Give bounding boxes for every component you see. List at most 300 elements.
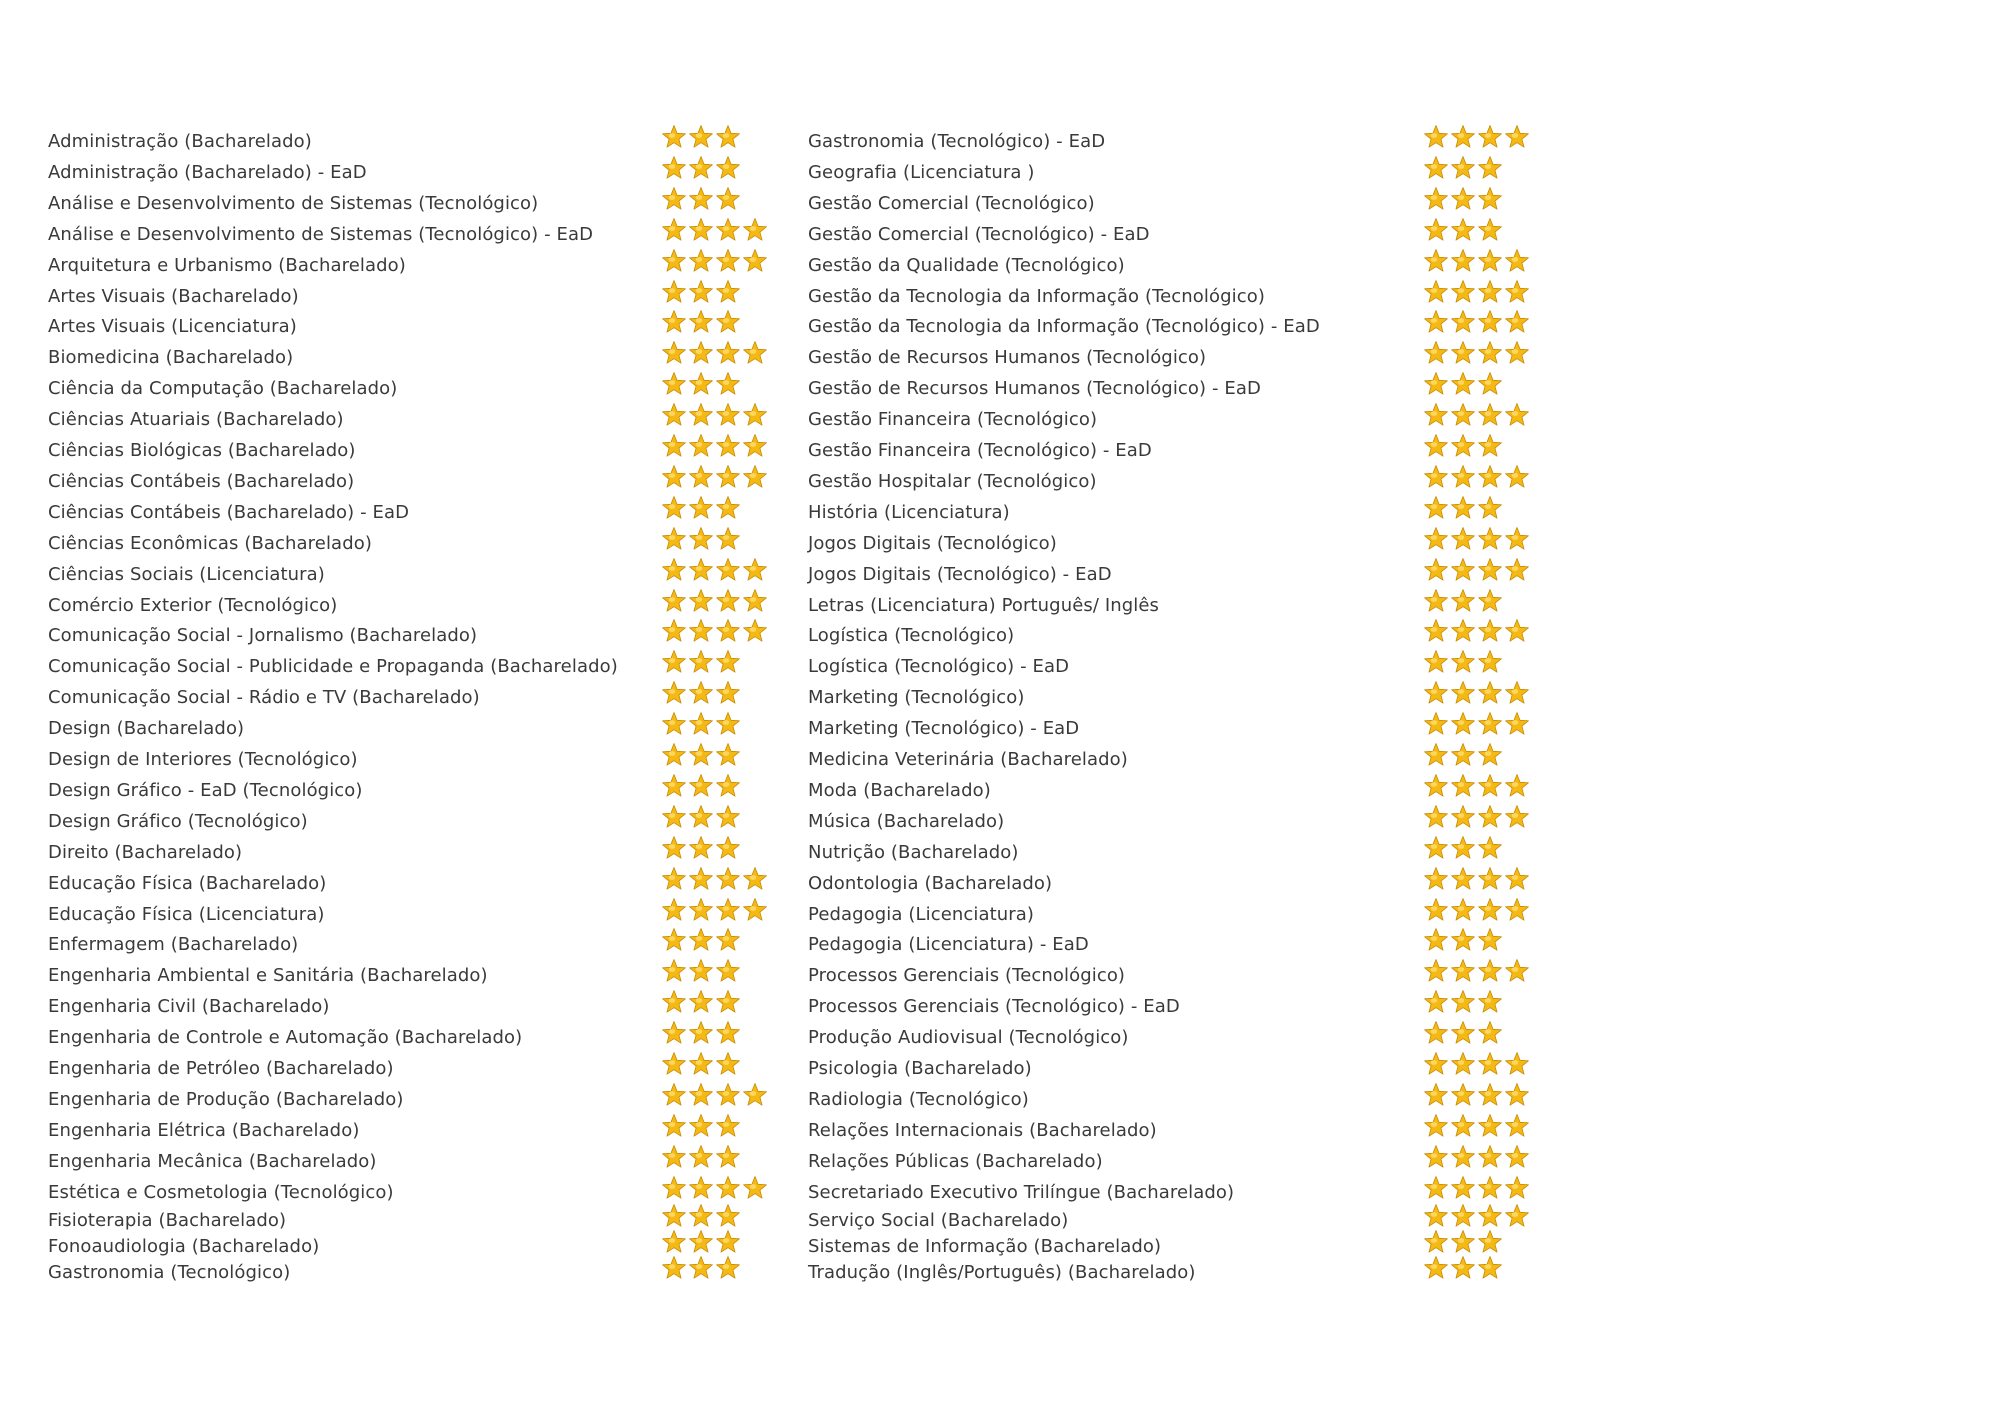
star-rating <box>1423 989 1504 1015</box>
star-rating <box>1423 927 1504 953</box>
course-name: Gestão da Qualidade (Tecnológico) <box>808 254 1125 276</box>
star-icon <box>1450 711 1476 737</box>
star-icon <box>688 711 714 737</box>
course-name: História (Licenciatura) <box>808 501 1010 523</box>
star-icon <box>1450 1051 1476 1077</box>
star-icon <box>1450 588 1476 614</box>
course-name: Pedagogia (Licenciatura) - EaD <box>808 934 1089 956</box>
star-icon <box>1477 588 1503 614</box>
star-icon <box>1504 773 1530 799</box>
star-icon <box>1450 1229 1476 1255</box>
star-rating <box>1423 588 1504 614</box>
star-icon <box>688 1113 714 1139</box>
star-icon <box>715 557 741 583</box>
star-icon <box>688 1175 714 1201</box>
star-rating <box>1423 804 1531 830</box>
course-name: Gastronomia (Tecnológico) - EaD <box>808 131 1106 152</box>
star-icon <box>1450 526 1476 552</box>
star-rating <box>1423 495 1504 521</box>
course-name: Engenharia Mecânica (Bacharelado) <box>48 1150 377 1172</box>
star-icon <box>1423 1144 1449 1170</box>
star-icon <box>661 618 687 644</box>
star-icon <box>715 649 741 675</box>
star-icon <box>661 588 687 614</box>
star-rating <box>1423 618 1531 644</box>
star-icon <box>715 1255 741 1281</box>
star-icon <box>688 958 714 984</box>
course-name: Engenharia Elétrica (Bacharelado) <box>48 1119 360 1141</box>
star-icon <box>688 588 714 614</box>
star-icon <box>1504 958 1530 984</box>
star-icon <box>715 1229 741 1255</box>
star-icon <box>688 1203 714 1229</box>
course-name: Fonoaudiologia (Bacharelado) <box>48 1235 320 1257</box>
star-icon <box>688 1229 714 1255</box>
star-icon <box>688 804 714 830</box>
star-icon <box>1477 927 1503 953</box>
course-name: Ciências Econômicas (Bacharelado) <box>48 532 372 554</box>
star-icon <box>742 464 768 490</box>
star-icon <box>1423 835 1449 861</box>
star-icon <box>1450 835 1476 861</box>
star-icon <box>715 309 741 335</box>
star-icon <box>715 835 741 861</box>
star-icon <box>1423 1051 1449 1077</box>
star-icon <box>1477 557 1503 583</box>
star-icon <box>742 557 768 583</box>
star-icon <box>1450 402 1476 428</box>
star-icon <box>1477 371 1503 397</box>
star-icon <box>1450 773 1476 799</box>
star-icon <box>661 1020 687 1046</box>
course-name: Artes Visuais (Bacharelado) <box>48 285 299 307</box>
course-name: Ciência da Computação (Bacharelado) <box>48 378 398 400</box>
star-rating <box>1423 1229 1504 1255</box>
course-name: Comunicação Social - Publicidade e Propaganda (Bacharelado) <box>48 656 618 678</box>
star-icon <box>1423 866 1449 892</box>
star-icon <box>688 248 714 274</box>
star-icon <box>688 680 714 706</box>
course-name: Gastronomia (Tecnológico) <box>48 1261 291 1283</box>
course-name: Engenharia de Controle e Automação (Bacharelado) <box>48 1027 523 1049</box>
star-icon <box>661 1255 687 1281</box>
star-icon <box>742 402 768 428</box>
star-icon <box>715 588 741 614</box>
course-name: Sistemas de Informação (Bacharelado) <box>808 1235 1162 1257</box>
course-name: Gestão Hospitalar (Tecnológico) <box>808 470 1097 492</box>
star-icon <box>1477 1203 1503 1229</box>
star-rating <box>1423 1175 1531 1201</box>
star-rating <box>661 866 769 892</box>
star-icon <box>1477 711 1503 737</box>
star-rating <box>661 588 769 614</box>
star-icon <box>1450 186 1476 212</box>
star-icon <box>1423 1020 1449 1046</box>
course-name: Arquitetura e Urbanismo (Bacharelado) <box>48 254 406 276</box>
star-icon <box>715 340 741 366</box>
course-name: Direito (Bacharelado) <box>48 841 243 863</box>
star-icon <box>1504 1113 1530 1139</box>
star-icon <box>1477 1175 1503 1201</box>
star-icon <box>1477 217 1503 243</box>
star-icon <box>715 1144 741 1170</box>
star-icon <box>661 248 687 274</box>
star-icon <box>688 371 714 397</box>
course-name: Comunicação Social - Rádio e TV (Bacharelado) <box>48 687 480 709</box>
course-name: Design de Interiores (Tecnológico) <box>48 749 358 770</box>
star-icon <box>742 217 768 243</box>
star-icon <box>715 186 741 212</box>
star-rating <box>661 124 742 150</box>
star-rating <box>661 989 742 1015</box>
star-rating <box>1423 866 1531 892</box>
star-rating <box>661 773 742 799</box>
star-rating <box>1423 371 1504 397</box>
star-icon <box>688 618 714 644</box>
star-rating <box>661 155 742 181</box>
star-rating <box>1423 649 1504 675</box>
star-icon <box>1423 1082 1449 1108</box>
star-icon <box>715 1020 741 1046</box>
star-icon <box>1477 124 1503 150</box>
star-icon <box>1423 1113 1449 1139</box>
star-icon <box>1477 309 1503 335</box>
star-icon <box>661 773 687 799</box>
star-rating <box>661 1255 742 1281</box>
star-icon <box>715 433 741 459</box>
star-icon <box>1450 279 1476 305</box>
star-icon <box>1423 464 1449 490</box>
star-icon <box>1504 804 1530 830</box>
star-icon <box>1477 340 1503 366</box>
star-icon <box>1450 1082 1476 1108</box>
star-icon <box>688 217 714 243</box>
star-icon <box>1450 557 1476 583</box>
star-icon <box>1477 155 1503 181</box>
course-name: Educação Física (Licenciatura) <box>48 903 325 925</box>
star-icon <box>742 866 768 892</box>
star-icon <box>1477 248 1503 274</box>
star-icon <box>661 742 687 768</box>
star-icon <box>1504 124 1530 150</box>
star-icon <box>1423 557 1449 583</box>
star-rating <box>661 618 769 644</box>
star-icon <box>1477 773 1503 799</box>
star-rating <box>1423 680 1531 706</box>
star-rating <box>1423 248 1531 274</box>
star-icon <box>661 897 687 923</box>
course-name: Psicologia (Bacharelado) <box>808 1058 1032 1079</box>
star-icon <box>688 124 714 150</box>
course-name: Gestão da Tecnologia da Informação (Tecnológico) - EaD <box>808 316 1320 338</box>
star-icon <box>1450 989 1476 1015</box>
star-icon <box>1423 1229 1449 1255</box>
star-rating <box>661 835 742 861</box>
course-name: Ciências Contábeis (Bacharelado) - EaD <box>48 501 410 523</box>
star-icon <box>661 186 687 212</box>
star-icon <box>1477 618 1503 644</box>
star-icon <box>1477 835 1503 861</box>
star-icon <box>1450 1144 1476 1170</box>
star-rating <box>1423 711 1531 737</box>
star-rating <box>1423 402 1531 428</box>
star-icon <box>1504 1051 1530 1077</box>
star-icon <box>1450 1113 1476 1139</box>
star-icon <box>742 588 768 614</box>
star-icon <box>1504 309 1530 335</box>
star-rating <box>661 1229 742 1255</box>
star-icon <box>715 897 741 923</box>
star-icon <box>661 1144 687 1170</box>
star-icon <box>688 773 714 799</box>
star-icon <box>1423 773 1449 799</box>
star-icon <box>661 958 687 984</box>
star-icon <box>1477 804 1503 830</box>
star-rating <box>1423 897 1531 923</box>
star-icon <box>742 897 768 923</box>
star-icon <box>1423 618 1449 644</box>
star-icon <box>1477 402 1503 428</box>
course-name: Estética e Cosmetologia (Tecnológico) <box>48 1181 394 1203</box>
star-rating <box>661 248 769 274</box>
star-icon <box>715 1113 741 1139</box>
star-icon <box>1450 433 1476 459</box>
star-icon <box>715 124 741 150</box>
star-rating <box>1423 526 1531 552</box>
course-name: Jogos Digitais (Tecnológico) <box>808 532 1057 554</box>
star-icon <box>1477 958 1503 984</box>
star-icon <box>688 1255 714 1281</box>
course-name: Gestão da Tecnologia da Informação (Tecnológico) <box>808 285 1265 307</box>
star-rating <box>661 680 742 706</box>
star-icon <box>688 526 714 552</box>
star-icon <box>1423 433 1449 459</box>
star-rating <box>1423 433 1504 459</box>
star-icon <box>661 464 687 490</box>
star-icon <box>688 340 714 366</box>
star-icon <box>1450 217 1476 243</box>
course-name: Administração (Bacharelado) - EaD <box>48 161 367 183</box>
course-name: Ciências Contábeis (Bacharelado) <box>48 470 355 492</box>
star-icon <box>661 155 687 181</box>
star-icon <box>688 1020 714 1046</box>
star-rating <box>1423 557 1531 583</box>
course-name: Análise e Desenvolvimento de Sistemas (Tecnológico) <box>48 192 539 214</box>
course-name: Moda (Bacharelado) <box>808 779 991 801</box>
star-icon <box>688 155 714 181</box>
course-name: Ciências Biológicas (Bacharelado) <box>48 440 356 461</box>
star-rating <box>1423 124 1531 150</box>
star-icon <box>715 1175 741 1201</box>
star-icon <box>1477 989 1503 1015</box>
star-icon <box>661 309 687 335</box>
star-icon <box>1504 464 1530 490</box>
star-rating <box>661 309 742 335</box>
star-rating <box>661 495 742 521</box>
course-name: Design Gráfico - EaD (Tecnológico) <box>48 779 363 801</box>
star-icon <box>1450 680 1476 706</box>
course-name: Engenharia de Petróleo (Bacharelado) <box>48 1058 394 1079</box>
star-icon <box>1423 804 1449 830</box>
star-icon <box>1423 1175 1449 1201</box>
star-icon <box>715 927 741 953</box>
star-icon <box>1423 495 1449 521</box>
star-icon <box>1477 866 1503 892</box>
star-icon <box>1423 989 1449 1015</box>
course-name: Gestão Financeira (Tecnológico) - EaD <box>808 440 1152 461</box>
star-icon <box>715 742 741 768</box>
star-icon <box>1423 186 1449 212</box>
star-icon <box>661 866 687 892</box>
star-icon <box>715 866 741 892</box>
star-rating <box>661 279 742 305</box>
star-rating <box>661 433 769 459</box>
star-icon <box>715 989 741 1015</box>
star-icon <box>1423 1255 1449 1281</box>
star-icon <box>661 680 687 706</box>
course-name: Enfermagem (Bacharelado) <box>48 934 299 956</box>
star-icon <box>1423 402 1449 428</box>
star-icon <box>688 464 714 490</box>
course-name: Relações Públicas (Bacharelado) <box>808 1150 1103 1172</box>
course-name: Geografia (Licenciatura ) <box>808 161 1035 183</box>
course-name: Medicina Veterinária (Bacharelado) <box>808 749 1128 770</box>
course-name: Marketing (Tecnológico) <box>808 687 1025 709</box>
star-icon <box>661 804 687 830</box>
star-icon <box>1477 1113 1503 1139</box>
course-name: Comunicação Social - Jornalismo (Bacharelado) <box>48 625 478 647</box>
star-icon <box>715 958 741 984</box>
star-rating <box>1423 742 1504 768</box>
star-icon <box>1477 1229 1503 1255</box>
star-icon <box>1504 340 1530 366</box>
star-icon <box>1423 309 1449 335</box>
star-icon <box>715 464 741 490</box>
course-name: Artes Visuais (Licenciatura) <box>48 316 297 338</box>
star-icon <box>1477 1255 1503 1281</box>
course-name: Ciências Atuariais (Bacharelado) <box>48 409 344 431</box>
star-icon <box>1477 186 1503 212</box>
star-rating <box>661 402 769 428</box>
star-icon <box>1504 279 1530 305</box>
star-icon <box>715 402 741 428</box>
star-icon <box>688 186 714 212</box>
star-icon <box>661 402 687 428</box>
star-icon <box>1450 248 1476 274</box>
star-icon <box>661 124 687 150</box>
star-icon <box>715 1051 741 1077</box>
star-icon <box>1450 618 1476 644</box>
star-icon <box>688 835 714 861</box>
star-icon <box>1423 279 1449 305</box>
star-rating <box>1423 186 1504 212</box>
star-icon <box>1504 1203 1530 1229</box>
star-icon <box>688 866 714 892</box>
star-icon <box>1477 1082 1503 1108</box>
star-icon <box>742 618 768 644</box>
star-icon <box>715 1082 741 1108</box>
star-icon <box>1504 680 1530 706</box>
course-name: Design (Bacharelado) <box>48 718 245 740</box>
star-rating <box>1423 1144 1531 1170</box>
star-rating <box>1423 340 1531 366</box>
star-icon <box>715 1203 741 1229</box>
star-icon <box>661 1175 687 1201</box>
star-icon <box>1450 309 1476 335</box>
star-icon <box>1423 742 1449 768</box>
course-name: Processos Gerenciais (Tecnológico) <box>808 965 1126 987</box>
star-rating <box>661 742 742 768</box>
star-icon <box>1450 649 1476 675</box>
star-icon <box>742 340 768 366</box>
course-name: Biomedicina (Bacharelado) <box>48 347 294 369</box>
star-icon <box>1450 897 1476 923</box>
course-name: Engenharia de Produção (Bacharelado) <box>48 1088 404 1110</box>
star-rating <box>661 371 742 397</box>
course-name: Logística (Tecnológico) - EaD <box>808 656 1070 678</box>
star-icon <box>715 773 741 799</box>
star-icon <box>688 1082 714 1108</box>
star-icon <box>661 1082 687 1108</box>
star-rating <box>1423 835 1504 861</box>
star-icon <box>742 1082 768 1108</box>
course-name: Gestão de Recursos Humanos (Tecnológico) <box>808 347 1207 369</box>
star-icon <box>1450 866 1476 892</box>
star-icon <box>1423 711 1449 737</box>
star-icon <box>688 897 714 923</box>
star-icon <box>1450 495 1476 521</box>
course-name: Produção Audiovisual (Tecnológico) <box>808 1027 1129 1049</box>
star-icon <box>742 1175 768 1201</box>
star-rating <box>661 1051 742 1077</box>
star-icon <box>715 711 741 737</box>
star-rating <box>661 217 769 243</box>
star-icon <box>688 557 714 583</box>
course-name: Letras (Licenciatura) Português/ Inglês <box>808 594 1160 616</box>
star-icon <box>715 217 741 243</box>
star-icon <box>715 804 741 830</box>
star-icon <box>1423 155 1449 181</box>
star-icon <box>1477 279 1503 305</box>
star-icon <box>661 217 687 243</box>
course-name: Educação Física (Bacharelado) <box>48 872 327 894</box>
star-icon <box>1423 217 1449 243</box>
star-rating <box>661 958 742 984</box>
star-icon <box>742 248 768 274</box>
star-icon <box>1504 1082 1530 1108</box>
star-icon <box>715 248 741 274</box>
star-icon <box>1450 958 1476 984</box>
star-icon <box>661 495 687 521</box>
star-rating <box>661 557 769 583</box>
star-icon <box>1450 1020 1476 1046</box>
star-icon <box>1504 402 1530 428</box>
course-name: Ciências Sociais (Licenciatura) <box>48 563 325 585</box>
course-name: Administração (Bacharelado) <box>48 131 312 152</box>
star-icon <box>1504 1175 1530 1201</box>
star-icon <box>661 557 687 583</box>
star-icon <box>661 927 687 953</box>
star-icon <box>1423 897 1449 923</box>
star-rating <box>1423 958 1531 984</box>
star-icon <box>1423 340 1449 366</box>
star-rating <box>661 711 742 737</box>
star-icon <box>1450 340 1476 366</box>
star-rating <box>1423 1113 1531 1139</box>
course-name: Relações Internacionais (Bacharelado) <box>808 1119 1157 1141</box>
course-name: Marketing (Tecnológico) - EaD <box>808 718 1080 740</box>
star-icon <box>715 279 741 305</box>
